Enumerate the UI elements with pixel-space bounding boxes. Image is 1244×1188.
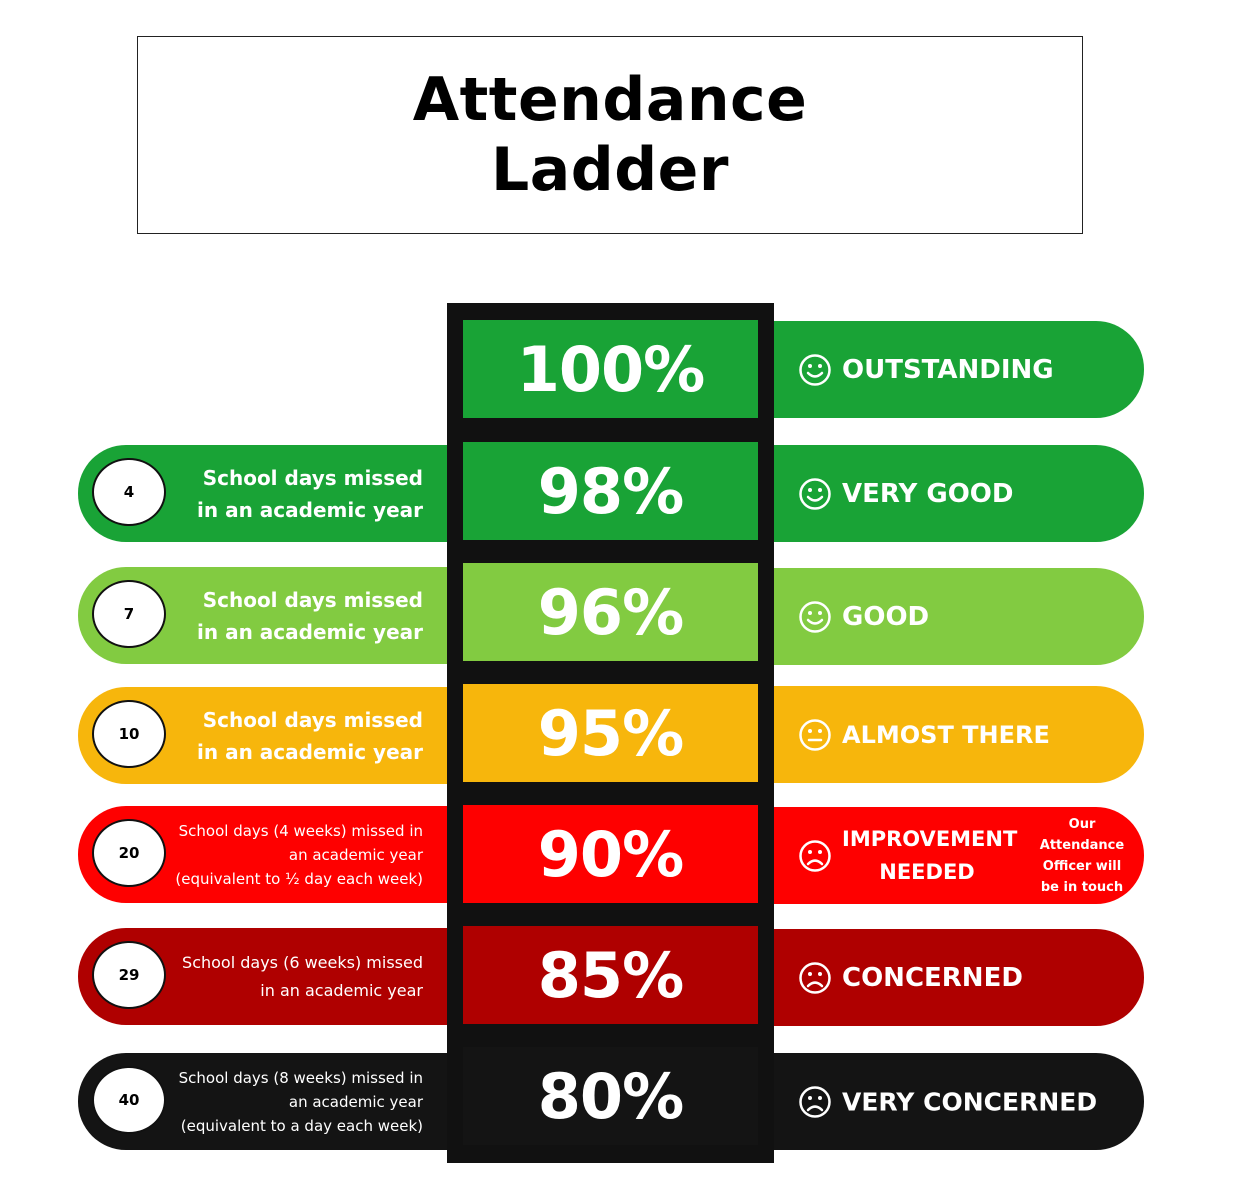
note-line: Our bbox=[1068, 816, 1096, 832]
missed-line: in an academic year bbox=[260, 980, 423, 1000]
title-line-2: Ladder bbox=[491, 135, 729, 205]
rung-80 bbox=[463, 1047, 758, 1145]
days-circle: 40 bbox=[92, 1066, 166, 1134]
note-line: be in touch bbox=[1040, 879, 1124, 895]
status-pill-outstanding bbox=[774, 321, 1144, 418]
rung-98 bbox=[463, 442, 758, 540]
missed-line: School days missed bbox=[202, 587, 423, 612]
missed-line: (equivalent to ½ day each week) bbox=[175, 869, 423, 888]
status-pill-very-good bbox=[774, 445, 1144, 542]
missed-pill-29 bbox=[78, 928, 447, 1025]
missed-text bbox=[197, 687, 423, 784]
status-pill-very-concerned bbox=[774, 1053, 1144, 1150]
status-label: VERY CONCERNED bbox=[842, 1087, 1098, 1116]
days-circle: 10 bbox=[92, 700, 166, 768]
missed-pill-7 bbox=[78, 567, 447, 664]
rung-95 bbox=[463, 684, 758, 782]
status-label: OUTSTANDING bbox=[842, 354, 1054, 385]
happy-face-icon bbox=[798, 477, 832, 511]
sad-face-icon bbox=[798, 1085, 832, 1119]
missed-line: in an academic year bbox=[197, 739, 423, 764]
status-pill-improvement-needed bbox=[774, 807, 1144, 904]
percent-label: 95% bbox=[537, 696, 684, 770]
status-pill-good bbox=[774, 568, 1144, 665]
days-circle: 4 bbox=[92, 458, 166, 526]
missed-line: School days missed bbox=[202, 707, 423, 732]
note-line: Attendance bbox=[1039, 837, 1125, 853]
missed-line: School days (8 weeks) missed in bbox=[178, 1068, 423, 1087]
percent-label: 90% bbox=[537, 817, 684, 891]
title-box bbox=[137, 36, 1083, 234]
missed-pill-4 bbox=[78, 445, 447, 542]
rung-85 bbox=[463, 926, 758, 1024]
missed-line: an academic year bbox=[288, 1092, 423, 1111]
missed-pill-20 bbox=[78, 806, 447, 903]
percent-label: 85% bbox=[537, 938, 684, 1012]
status-pill-concerned bbox=[774, 929, 1144, 1026]
note-line: Officer will bbox=[1042, 858, 1122, 874]
percent-label: 98% bbox=[537, 454, 684, 528]
rung-90 bbox=[463, 805, 758, 903]
missed-pill-10 bbox=[78, 687, 447, 784]
missed-text bbox=[175, 806, 423, 903]
missed-text bbox=[179, 1053, 423, 1150]
missed-text bbox=[182, 928, 423, 1025]
missed-line: School days (6 weeks) missed bbox=[182, 952, 423, 972]
status-label: CONCERNED bbox=[842, 962, 1023, 993]
officer-note bbox=[1038, 814, 1126, 898]
sad-face-icon bbox=[798, 961, 832, 995]
status-line: IMPROVEMENT bbox=[842, 826, 1018, 851]
missed-text bbox=[197, 445, 423, 542]
missed-line: in an academic year bbox=[197, 497, 423, 522]
missed-pill-40 bbox=[78, 1053, 447, 1150]
status-label: VERY GOOD bbox=[842, 478, 1014, 509]
rung-96 bbox=[463, 563, 758, 661]
percent-label: 80% bbox=[537, 1059, 684, 1133]
missed-line: School days missed bbox=[202, 465, 423, 490]
days-circle: 7 bbox=[92, 580, 166, 648]
missed-line: School days (4 weeks) missed in bbox=[178, 821, 423, 840]
status-line: NEEDED bbox=[879, 859, 975, 884]
rung-100 bbox=[463, 320, 758, 418]
title-line-1: Attendance bbox=[412, 65, 808, 135]
sad-face-icon bbox=[798, 839, 832, 873]
happy-face-icon bbox=[798, 600, 832, 634]
status-label bbox=[842, 823, 1018, 889]
happy-face-icon bbox=[798, 353, 832, 387]
days-circle: 20 bbox=[92, 819, 166, 887]
missed-line: an academic year bbox=[288, 845, 423, 864]
missed-text bbox=[197, 567, 423, 664]
status-label: ALMOST THERE bbox=[842, 720, 1050, 749]
percent-label: 96% bbox=[537, 575, 684, 649]
missed-line: in an academic year bbox=[197, 619, 423, 644]
status-label: GOOD bbox=[842, 601, 930, 632]
status-pill-almost-there bbox=[774, 686, 1144, 783]
days-circle: 29 bbox=[92, 941, 166, 1009]
missed-line: (equivalent to a day each week) bbox=[180, 1116, 423, 1135]
neutral-face-icon bbox=[798, 718, 832, 752]
percent-label: 100% bbox=[516, 332, 705, 406]
